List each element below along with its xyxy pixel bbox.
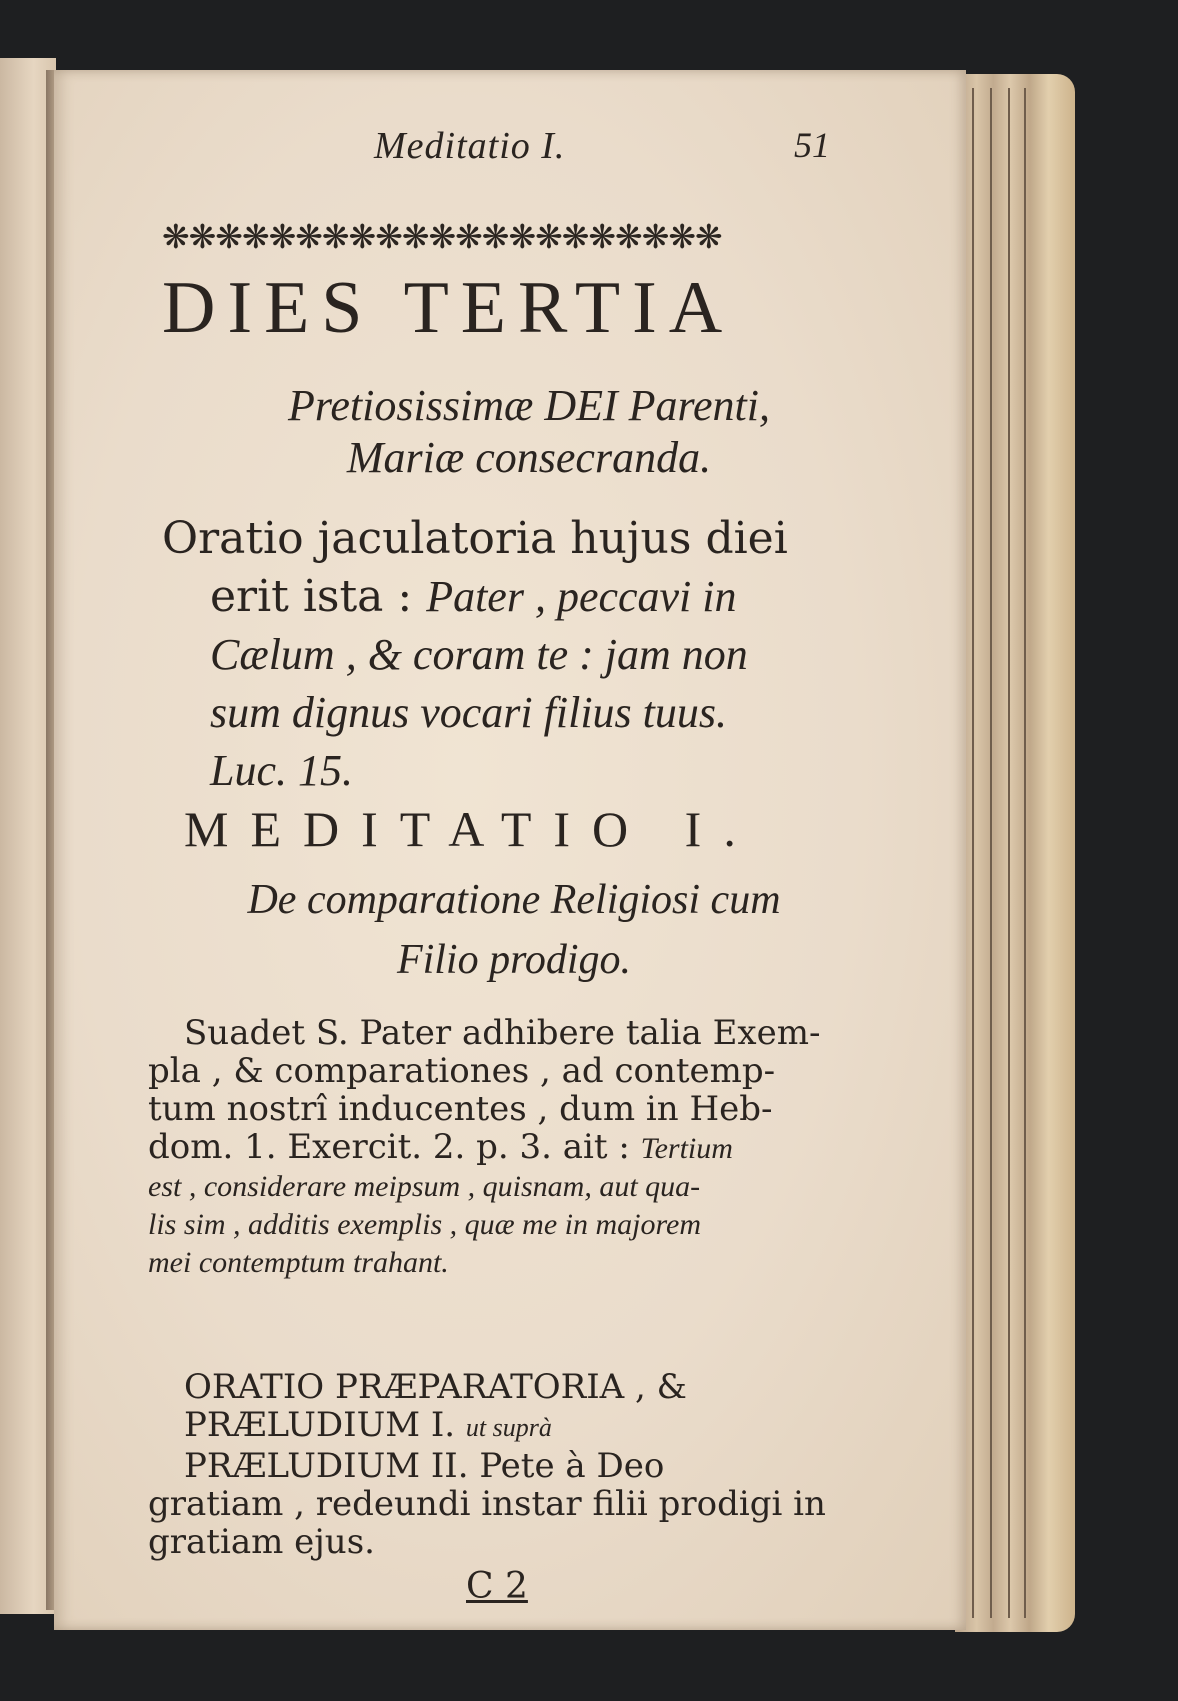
body-line: mei contemptum trahant.: [148, 1246, 449, 1279]
ornament-band: ❋❋❋❋❋❋❋❋❋❋❋❋❋❋❋❋❋❋❋❋❋: [162, 217, 722, 256]
preludium-italic: ut suprà: [465, 1413, 552, 1442]
running-head: [54, 124, 966, 172]
fore-edge-line: [1008, 88, 1010, 1618]
meditation-subtitle-line: De comparatione Religiosi cum: [247, 877, 781, 923]
body-line: Suadet S. Pater adhibere talia Exem-: [184, 1013, 821, 1053]
body-roman: dom. 1. Exercit. 2. p. 3. ait :: [148, 1127, 641, 1167]
body-paragraph: [148, 1014, 878, 1282]
page-number: 51: [794, 125, 830, 165]
book-page: [54, 70, 966, 1630]
jaculatoria-italic: Pater , peccavi in: [426, 572, 737, 621]
body-line: pla , & comparationes , ad contemp-: [148, 1051, 776, 1091]
fore-edge-line: [972, 88, 974, 1618]
preparatio-line: PRÆLUDIUM II. Pete à Deo: [184, 1446, 665, 1486]
body-line: est , considerare meipsum , quisnam, aut qua-: [148, 1170, 701, 1203]
preparatio-line: gratiam ejus.: [148, 1522, 375, 1562]
body-italic: Tertium: [640, 1132, 733, 1165]
dedication: [144, 380, 914, 484]
day-title: DIES TERTIA: [162, 267, 735, 349]
preludium-caps: PRÆLUDIUM I.: [184, 1405, 466, 1445]
meditation-subtitle: [144, 870, 884, 990]
jaculatoria-line: sum dignus vocari filius tuus.: [210, 688, 728, 737]
preparatio-line: gratiam , redeundi instar filii prodigi in: [148, 1484, 826, 1524]
jaculatoria-roman: erit ista :: [210, 571, 427, 622]
preparatio-line: [148, 1406, 878, 1447]
preparatio-line: ORATIO PRÆPARATORIA , &: [184, 1367, 687, 1407]
body-line: [148, 1128, 878, 1168]
meditation-title: MEDITATIO I.: [184, 801, 758, 857]
running-head-title: Meditatio I.: [374, 125, 566, 167]
body-line: lis sim , additis exemplis , quæ me in majorem: [148, 1208, 702, 1241]
fore-edge-line: [990, 88, 992, 1618]
oratio-jaculatoria: [162, 510, 882, 800]
body-line: tum nostrî inducentes , dum in Heb-: [148, 1089, 773, 1129]
dedication-line: Pretiosissimæ DEI Parenti,: [288, 381, 770, 430]
jaculatoria-line: Cælum , & coram te : jam non: [210, 630, 748, 679]
jaculatoria-line: Luc. 15.: [210, 746, 353, 795]
jaculatoria-line: Oratio jaculatoria hujus diei: [162, 513, 788, 564]
fore-edge-line: [1024, 88, 1026, 1618]
meditation-subtitle-line: Filio prodigo.: [396, 937, 632, 983]
jaculatoria-line: [162, 568, 882, 626]
preparatio-section: [148, 1368, 878, 1561]
dedication-line: Mariæ consecranda.: [346, 433, 712, 482]
signature-mark: C 2: [466, 1566, 528, 1607]
